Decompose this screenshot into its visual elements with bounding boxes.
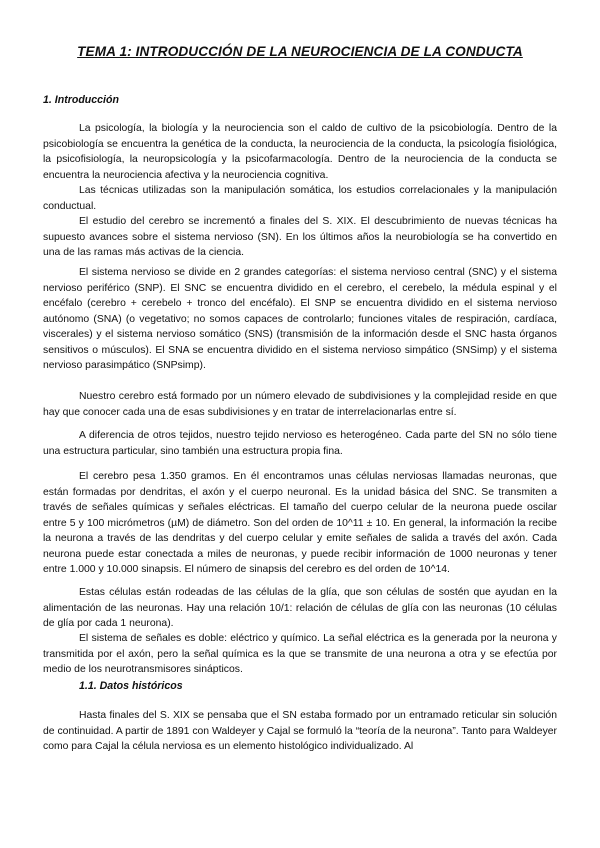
document-title: TEMA 1: INTRODUCCIÓN DE LA NEUROCIENCIA DE LA CONDUCTA xyxy=(77,44,523,59)
paragraph: Las técnicas utilizadas son la manipulación somática, los estudios correlacionales y la manipulación conductual. xyxy=(43,185,557,212)
paragraph: El estudio del cerebro se incrementó a finales del S. XIX. El descubrimiento de nuevas técnicas ha supuesto avances sobre el sistema nervioso (SN). En los últimos años la neurobiología se ha convertido en una de las ramas más activas de la ciencia. xyxy=(43,216,557,258)
paragraph: A diferencia de otros tejidos, nuestro tejido nervioso es heterogéneo. Cada parte del SN no sólo tiene una estructura particular, sino también una estructura propia fina. xyxy=(43,430,557,457)
paragraph: El sistema nervioso se divide en 2 grandes categorías: el sistema nervioso central (SNC) y el sistema nervioso periférico (SNP). El SNC se encuentra dividido en el cerebro, el cerebelo, la médula espinal y el encéfalo (cerebro + cerebelo + tronco del encéfalo). El SNP se encuentra dividido en el sistema nervioso autónomo (SNA) (o vegetativo; no somos capaces de controlarlo; funciones vitales de respiración, cardíaca, viscerales) y el sistema nervioso somático (SNS) (transmisión de la información desde el SNC hasta órganos sensitivos o músculos). El SNA se encuentra dividido en el sistema nervioso simpático (SNSimp) y el sistema nervioso parasimpático (SNPsimp). xyxy=(43,267,557,371)
paragraph: La psicología, la biología y la neurociencia son el caldo de cultivo de la psicobiología. Dentro de la psicobiología se encuentra la genética de la conducta, la neurociencia de la conducta, la psicología fisiológica, la psicofisiología, la neuropsicología y la psicofarmacología. Dentro de la neurociencia de la conducta se encuentra la neurociencia afectiva y la neurociencia cognitiva. xyxy=(43,123,557,181)
paragraph: Nuestro cerebro está formado por un número elevado de subdivisiones y la complejidad reside en que hay que conocer cada una de esas subdivisiones y en tratar de interrelacionarlas entre sí. xyxy=(43,391,557,418)
paragraph: Hasta finales del S. XIX se pensaba que el SN estaba formado por un entramado reticular sin solución de continuidad. A partir de 1891 con Waldeyer y Cajal se formuló la “teoría de la neurona”. Tanto para Waldeyer como para Cajal la célula nerviosa es un elemento histológico individualizado. Al xyxy=(43,710,557,752)
paragraph: El sistema de señales es doble: eléctrico y químico. La señal eléctrica es la generada por la neurona y transmitida por el axón, pero la señal química es la que se transmite de una neurona a otra y se efectúa por medio de los neurotransmisores sinápticos. xyxy=(43,633,557,675)
section-heading: 1. Introducción xyxy=(43,94,119,106)
subsection-heading: 1.1. Datos históricos xyxy=(79,680,183,692)
paragraph: Estas células están rodeadas de las células de la glía, que son células de sostén que ayudan en la alimentación de las neuronas. Hay una relación 10/1: relación de células de glía con las neuronas (10 células de glía por cada 1 neurona). xyxy=(43,587,557,629)
paragraph: El cerebro pesa 1.350 gramos. En él encontramos unas células nerviosas llamadas neuronas, que están formadas por dendritas, el axón y el cuerpo neuronal. Es la unidad básica del SNC. Se transmiten a través de señales químicas y señales eléctricas. El tamaño del cuerpo celular de la neurona puede oscilar entre 5 y 100 micrómetros (µM) de diámetro. Son del orden de 10^11 ± 10. En general, la información la recibe la neurona a través de las dendritas y del cuerpo celular y emite señales de salida a través del axón. Cada neurona puede estar conectada a miles de neuronas, y puede recibir información de 1000 neuronas y tener entre 1.000 y 10.000 sinapsis. El número de sinapsis del cerebro es del orden de 10^14. xyxy=(43,471,557,575)
